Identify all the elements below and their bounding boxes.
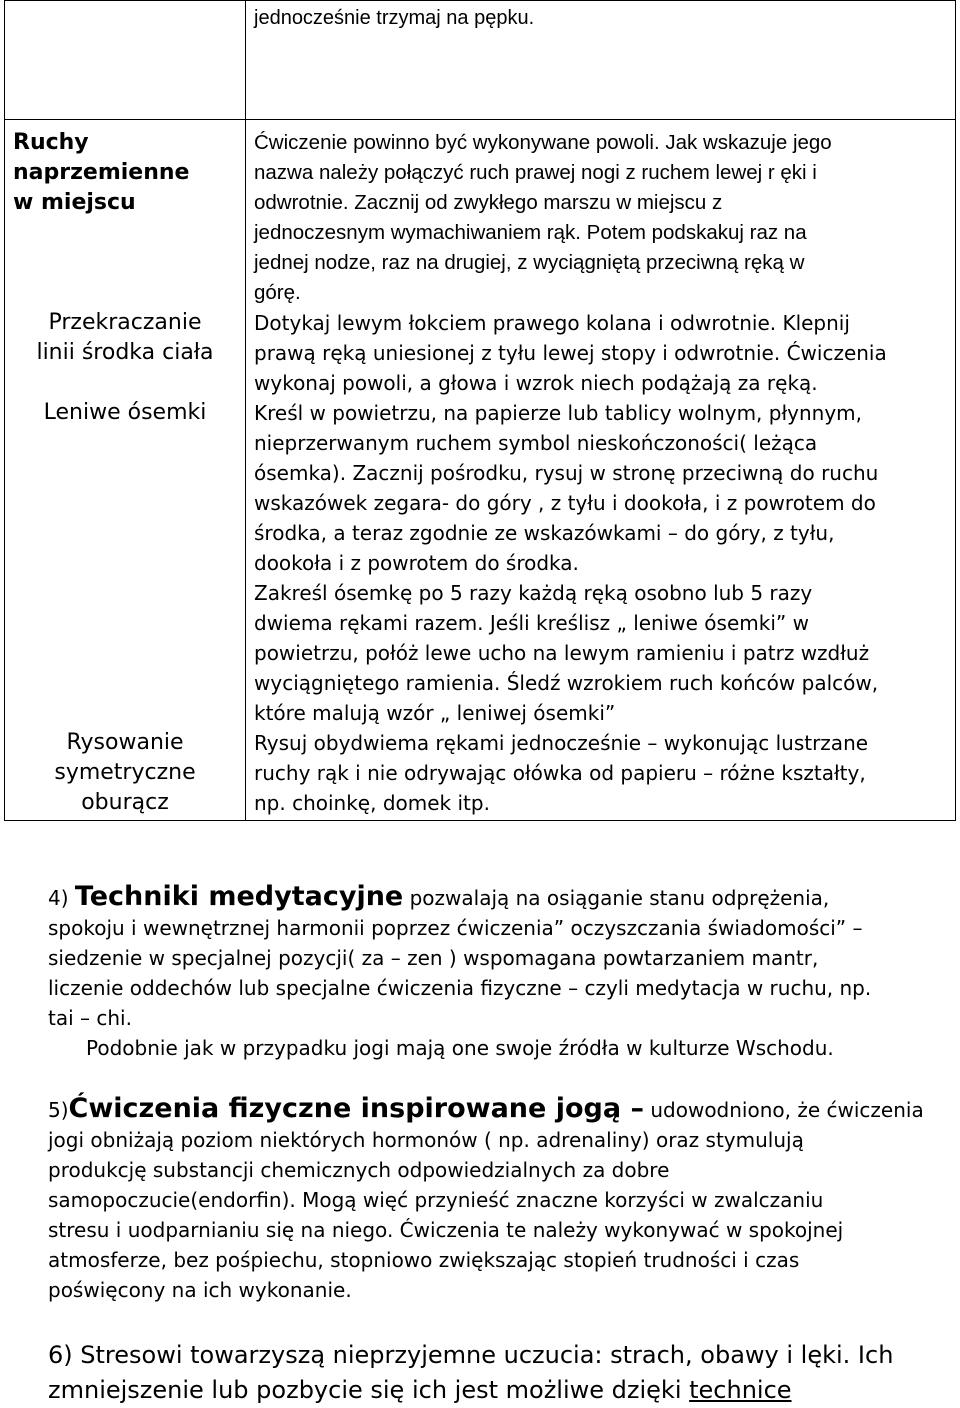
text-cell — [246, 1, 956, 120]
section-4-indented-line: Podobnie jak w przypadku jogi mają one swoje źródła w kulturze Wschodu. — [86, 1036, 834, 1060]
label-cell — [5, 120, 246, 821]
section-6-paragraph: 6) Stresowi towarzyszą nieprzyjemne uczucia: strach, obawy i lęki. Ich zmniejszenie lub pozbycie się ich jest możliwe dzięki technice — [48, 1341, 894, 1404]
section-5-heading: Ćwiczenia fizyczne inspirowane jogą – — [68, 1093, 644, 1124]
empty-label-cell — [5, 1, 246, 120]
continued-text: jednocześnie trzymaj na pępku. — [254, 7, 535, 29]
exercise-table — [4, 0, 956, 821]
section-4-paragraph: 4) Techniki medytacyjne pozwalają na osiąganie stanu odprężenia, spokoju i wewnętrznej harmonii poprzez ćwiczenia” oczyszczania świadomości” – siedzenie w specjalnej pozycji( za – zen ) wspomagana powtarzaniem mantr, liczenie oddechów lub specjalne ćwiczenia fizyczne – czyli medytacja w ruchu, np. tai – chi. Podobnie jak w przypadku jogi mają one swoje źródła w kulturze Wschodu. — [48, 882, 928, 1063]
exercise-label-leniwe-osemki: Leniwe ósemki — [43, 400, 207, 425]
table-row — [5, 1, 956, 120]
section-4-heading: Techniki medytacyjne — [74, 881, 404, 912]
technice-link[interactable]: technice — [689, 1376, 792, 1404]
exercise-label-rysowanie: Rysowanie symetryczne oburącz — [54, 730, 196, 815]
section-5-paragraph: 5)Ćwiczenia fizyczne inspirowane jogą – udowodniono, że ćwiczenia jogi obniżają poziom niektórych hormonów ( np. adrenaliny) oraz stymulują produkcję substancji chemicznych odpowiedzialnych za dobre samopoczucie(endorfin). Mogą więć przynieść znaczne korzyści w zwalczaniu stresu i uodparnianiu się na niego. Ćwiczenia te należy wykonywać w spokojnej atmosferze, bez pośpiechu, stopniowo zwiększając stopień trudności i czas poświęcony na ich wykonanie. — [48, 1093, 924, 1302]
text-cell — [246, 120, 956, 821]
table-row — [5, 120, 956, 821]
exercise-label-ruchy: Ruchy naprzemienne w miejscu — [13, 130, 190, 215]
exercise-label-przekraczanie: Przekraczanie linii środka ciała — [36, 310, 214, 365]
exercise-text-ruchy: Ćwiczenie powinno być wykonywane powoli. Jak wskazuje jego nazwa należy połączyć ruch prawej nogi z ruchem lewej r ęki i odwrotnie. Zacznij od zwykłego marszu w miejscu z jednoczesnym wymachiwaniem rąk. Potem podskakuj raz na jednej nodze, raz na drugiej, z wyciągniętą przeciwną ręką w górę. — [254, 131, 832, 304]
exercise-text-przekraczanie: Dotykaj lewym łokciem prawego kolana i odwrotnie. Klepnij prawą ręką uniesionej z tyłu lewej stopy i odwrotnie. Ćwiczenia wykonaj powoli, a głowa i wzrok niech podążają za ręką. — [254, 311, 887, 395]
exercise-text-leniwe-osemki: Kreśl w powietrzu, na papierze lub tablicy wolnym, płynnym, nieprzerwanym ruchem symbol nieskończoności( leżąca ósemka). Zacznij pośrodku, rysuj w stronę przeciwną do ruchu wskazówek zegara- do góry , z tyłu i dookoła, i z powrotem do środka, a teraz zgodnie ze wskazówkami – do góry, z tyłu, dookoła i z powrotem do środka. Zakreśl ósemkę po 5 razy każdą ręką osobno lub 5 razy dwiema rękami razem. Jeśli kreślisz „ leniwe ósemki” w powietrzu, połóż lewe ucho na lewym ramieniu i patrz wzdłuż wyciągniętego ramienia. Śledź wzrokiem ruch końców palców, które malują wzór „ leniwej ósemki” — [254, 401, 879, 725]
exercise-text-rysowanie: Rysuj obydwiema rękami jednocześnie – wykonując lustrzane ruchy rąk i nie odrywając ołówka od papieru – różne kształty, np. choinkę, domek itp. — [254, 731, 869, 815]
